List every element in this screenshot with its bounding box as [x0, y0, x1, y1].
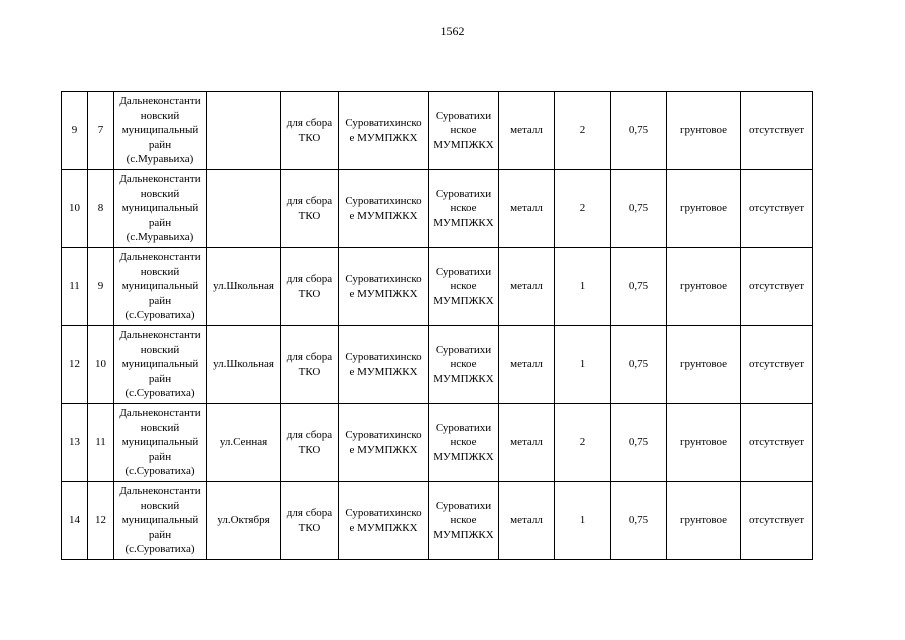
- street-cell: ул.Октября: [207, 482, 281, 560]
- street-cell: [207, 170, 281, 248]
- fence-cell: отсутствует: [741, 404, 813, 482]
- row-number-cell: 13: [62, 404, 88, 482]
- site-id-cell: 9: [88, 248, 114, 326]
- holder-cell: Суроватихи нское МУМПЖКХ: [429, 248, 499, 326]
- owner-cell: Суроватихинско е МУМПЖКХ: [339, 248, 429, 326]
- district-cell: Дальнеконстанти новский муниципальный райн (с.Суроватиха): [114, 404, 207, 482]
- row-number-cell: 10: [62, 170, 88, 248]
- owner-cell: Суроватихинско е МУМПЖКХ: [339, 170, 429, 248]
- site-id-cell: 10: [88, 326, 114, 404]
- surface-cell: грунтовое: [667, 482, 741, 560]
- street-cell: ул.Школьная: [207, 248, 281, 326]
- material-cell: металл: [499, 404, 555, 482]
- surface-cell: грунтовое: [667, 92, 741, 170]
- site-id-cell: 12: [88, 482, 114, 560]
- owner-cell: Суроватихинско е МУМПЖКХ: [339, 482, 429, 560]
- street-cell: [207, 92, 281, 170]
- table-row: [62, 404, 813, 482]
- fence-cell: отсутствует: [741, 170, 813, 248]
- material-cell: металл: [499, 92, 555, 170]
- district-cell: Дальнеконстанти новский муниципальный райн (с.Муравьиха): [114, 170, 207, 248]
- container-count-cell: 1: [555, 482, 611, 560]
- surface-cell: грунтовое: [667, 326, 741, 404]
- volume-cell: 0,75: [611, 482, 667, 560]
- holder-cell: Суроватихи нское МУМПЖКХ: [429, 482, 499, 560]
- material-cell: металл: [499, 482, 555, 560]
- page-number: 1562: [440, 24, 465, 38]
- row-number-cell: 11: [62, 248, 88, 326]
- material-cell: металл: [499, 170, 555, 248]
- site-id-cell: 11: [88, 404, 114, 482]
- district-cell: Дальнеконстанти новский муниципальный райн (с.Суроватиха): [114, 482, 207, 560]
- container-count-cell: 2: [555, 404, 611, 482]
- table-body: [62, 92, 813, 560]
- volume-cell: 0,75: [611, 92, 667, 170]
- owner-cell: Суроватихинско е МУМПЖКХ: [339, 326, 429, 404]
- street-cell: ул.Сенная: [207, 404, 281, 482]
- row-number-cell: 9: [62, 92, 88, 170]
- holder-cell: Суроватихи нское МУМПЖКХ: [429, 170, 499, 248]
- container-count-cell: 1: [555, 326, 611, 404]
- purpose-cell: для сбора ТКО: [281, 482, 339, 560]
- volume-cell: 0,75: [611, 170, 667, 248]
- surface-cell: грунтовое: [667, 248, 741, 326]
- table-row: [62, 248, 813, 326]
- holder-cell: Суроватихи нское МУМПЖКХ: [429, 326, 499, 404]
- site-id-cell: 8: [88, 170, 114, 248]
- container-count-cell: 2: [555, 170, 611, 248]
- owner-cell: Суроватихинско е МУМПЖКХ: [339, 92, 429, 170]
- material-cell: металл: [499, 326, 555, 404]
- table-row: [62, 482, 813, 560]
- surface-cell: грунтовое: [667, 170, 741, 248]
- owner-cell: Суроватихинско е МУМПЖКХ: [339, 404, 429, 482]
- table-row: [62, 326, 813, 404]
- district-cell: Дальнеконстанти новский муниципальный райн (с.Муравьиха): [114, 92, 207, 170]
- fence-cell: отсутствует: [741, 326, 813, 404]
- holder-cell: Суроватихи нское МУМПЖКХ: [429, 404, 499, 482]
- surface-cell: грунтовое: [667, 404, 741, 482]
- material-cell: металл: [499, 248, 555, 326]
- purpose-cell: для сбора ТКО: [281, 404, 339, 482]
- volume-cell: 0,75: [611, 404, 667, 482]
- volume-cell: 0,75: [611, 248, 667, 326]
- table-row: [62, 92, 813, 170]
- volume-cell: 0,75: [611, 326, 667, 404]
- row-number-cell: 14: [62, 482, 88, 560]
- fence-cell: отсутствует: [741, 482, 813, 560]
- purpose-cell: для сбора ТКО: [281, 170, 339, 248]
- purpose-cell: для сбора ТКО: [281, 326, 339, 404]
- container-count-cell: 2: [555, 92, 611, 170]
- street-cell: ул.Школьная: [207, 326, 281, 404]
- holder-cell: Суроватихи нское МУМПЖКХ: [429, 92, 499, 170]
- fence-cell: отсутствует: [741, 92, 813, 170]
- waste-sites-table: [61, 91, 813, 560]
- fence-cell: отсутствует: [741, 248, 813, 326]
- district-cell: Дальнеконстанти новский муниципальный райн (с.Суроватиха): [114, 326, 207, 404]
- container-count-cell: 1: [555, 248, 611, 326]
- purpose-cell: для сбора ТКО: [281, 248, 339, 326]
- district-cell: Дальнеконстанти новский муниципальный райн (с.Суроватиха): [114, 248, 207, 326]
- table-row: [62, 170, 813, 248]
- site-id-cell: 7: [88, 92, 114, 170]
- purpose-cell: для сбора ТКО: [281, 92, 339, 170]
- row-number-cell: 12: [62, 326, 88, 404]
